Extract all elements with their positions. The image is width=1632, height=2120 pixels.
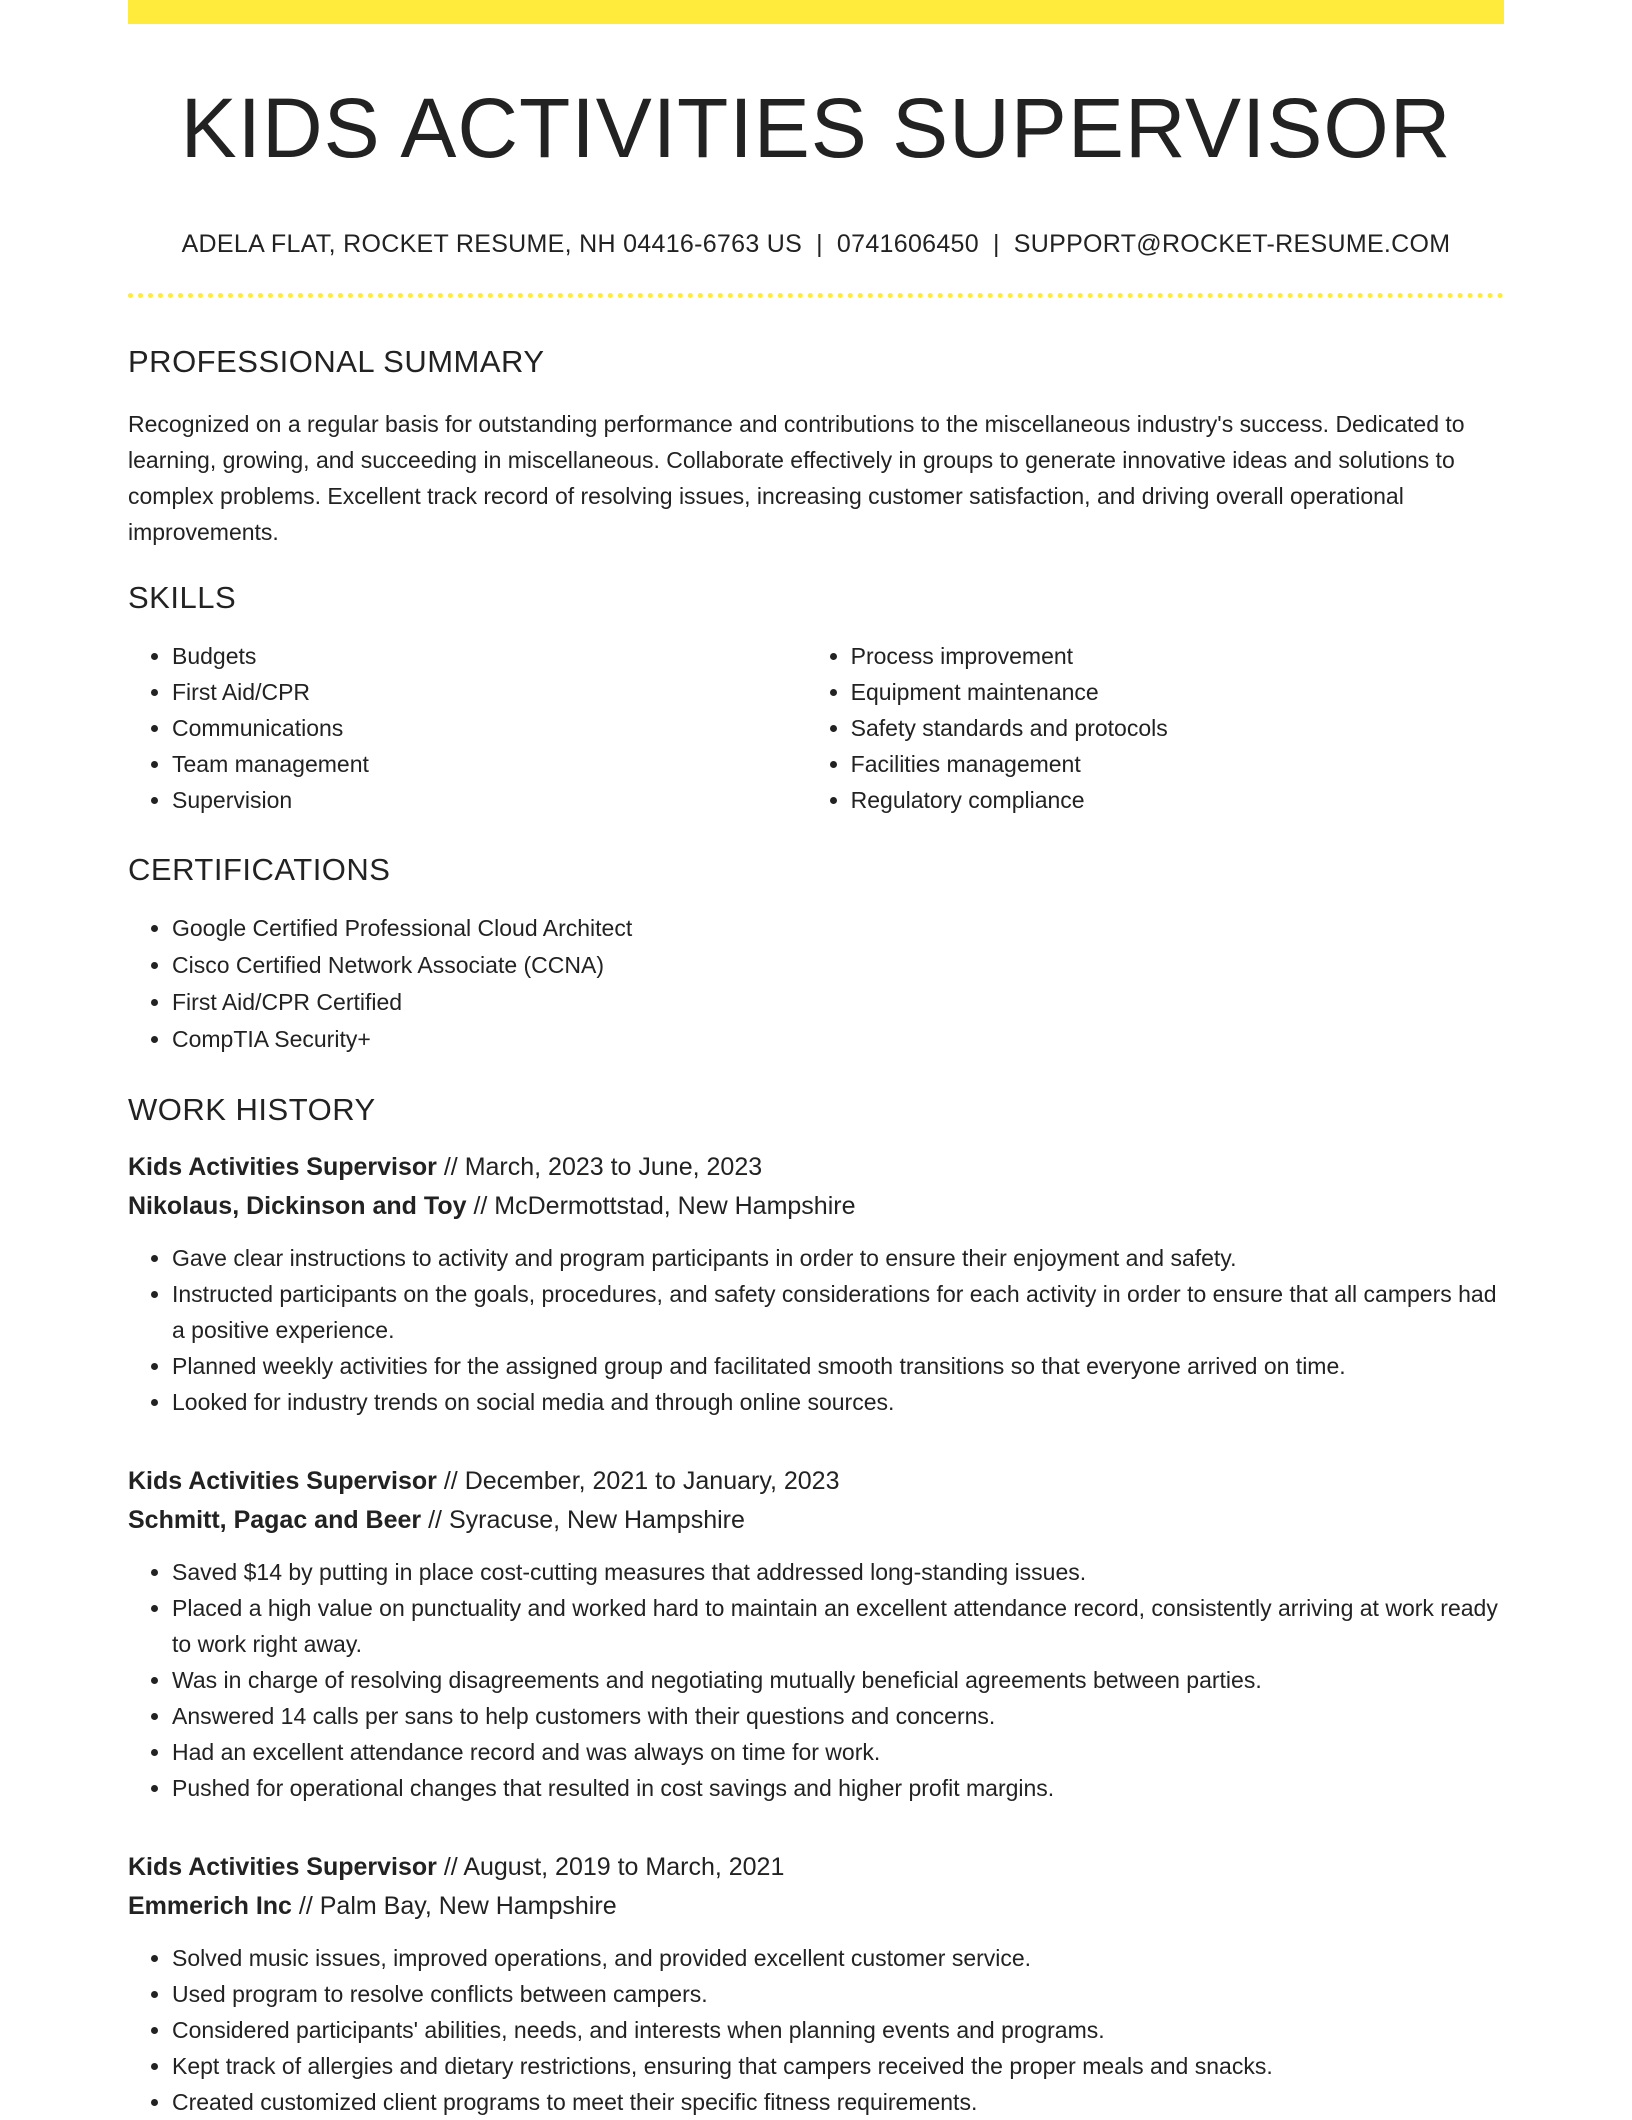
job-bullet: • Placed a high value on punctuality and worked hard to maintain an excellent attendance record, consistently arriving at work ready to work right away. xyxy=(172,1590,1504,1662)
skill-item: • Facilities management xyxy=(851,746,1504,782)
resume-page xyxy=(128,0,1504,2120)
job-entry xyxy=(128,1462,1504,1806)
job-company: Emmerich Inc xyxy=(128,1892,292,1921)
contact-line xyxy=(128,230,1504,259)
job-entry xyxy=(128,1148,1504,1420)
skill-item: • First Aid/CPR xyxy=(172,674,807,710)
contact-email: SUPPORT@ROCKET-RESUME.COM xyxy=(1013,230,1451,259)
job-dates: // March, 2023 to June, 2023 xyxy=(443,1153,763,1182)
contact-separator: | xyxy=(816,230,823,259)
job-location: // McDermottstad, New Hampshire xyxy=(473,1192,856,1221)
job-dates: // August, 2019 to March, 2021 xyxy=(443,1853,785,1882)
job-bullet: • Planned weekly activities for the assigned group and facilitated smooth transitions so that everyone arrived on time. xyxy=(172,1348,1504,1384)
contact-address: ADELA FLAT, ROCKET RESUME, NH 04416-6763 US xyxy=(181,230,803,259)
skill-item: • Safety standards and protocols xyxy=(851,710,1504,746)
job-role: Kids Activities Supervisor xyxy=(128,1153,437,1182)
job-bullet: • Saved $14 by putting in place cost-cutting measures that addressed long-standing issues. xyxy=(172,1554,1504,1590)
certification-item: • First Aid/CPR Certified xyxy=(172,984,1504,1021)
work-history-heading: WORK HISTORY xyxy=(128,1092,376,1128)
job-location: // Palm Bay, New Hampshire xyxy=(298,1892,617,1921)
job-bullet: • Considered participants' abilities, needs, and interests when planning events and programs. xyxy=(172,2012,1504,2048)
contact-separator: | xyxy=(992,230,1000,259)
dotted-divider xyxy=(128,293,1504,298)
skill-item: • Process improvement xyxy=(851,638,1504,674)
top-accent-bar xyxy=(128,0,1504,24)
job-bullet: • Looked for industry trends on social media and through online sources. xyxy=(172,1384,1504,1420)
job-bullets xyxy=(128,1940,1504,2120)
job-company: Nikolaus, Dickinson and Toy xyxy=(128,1192,467,1221)
skill-item: • Supervision xyxy=(172,782,807,818)
job-dates: // December, 2021 to January, 2023 xyxy=(443,1467,840,1496)
resume-name: KIDS ACTIVITIES SUPERVISOR xyxy=(180,81,1452,175)
summary-text: Recognized on a regular basis for outstanding performance and contributions to the miscellaneous industry's success. Dedicated to learning, growing, and succeeding in miscellaneous. Collaborate effectively in groups to generate innovative ideas and solutions to complex problems. Excellent track record of resolving issues, increasing customer satisfaction, and driving overall operational improvements. xyxy=(128,411,1465,546)
skills-columns xyxy=(128,638,1504,818)
certification-item: • CompTIA Security+ xyxy=(172,1021,1504,1058)
skills-heading: SKILLS xyxy=(128,580,237,616)
contact-phone: 0741606450 xyxy=(836,230,979,259)
job-location: // Syracuse, New Hampshire xyxy=(428,1506,745,1535)
job-title-line xyxy=(128,1462,1504,1501)
job-bullet: • Kept track of allergies and dietary restrictions, ensuring that campers received the proper meals and snacks. xyxy=(172,2048,1504,2084)
job-bullet: • Had an excellent attendance record and was always on time for work. xyxy=(172,1734,1504,1770)
job-bullet: • Solved music issues, improved operations, and provided excellent customer service. xyxy=(172,1940,1504,1976)
job-company-line xyxy=(128,1501,1504,1540)
job-title-line xyxy=(128,1148,1504,1187)
job-bullet: • Answered 14 calls per sans to help customers with their questions and concerns. xyxy=(172,1698,1504,1734)
job-company-line xyxy=(128,1887,1504,1926)
skills-list-right xyxy=(807,638,1504,818)
job-role: Kids Activities Supervisor xyxy=(128,1467,437,1496)
certification-item: • Google Certified Professional Cloud Architect xyxy=(172,910,1504,947)
skill-item: • Equipment maintenance xyxy=(851,674,1504,710)
certifications-list xyxy=(128,910,1504,1058)
job-bullet: • Pushed for operational changes that resulted in cost savings and higher profit margins. xyxy=(172,1770,1504,1806)
job-bullet: • Used program to resolve conflicts between campers. xyxy=(172,1976,1504,2012)
job-title-line xyxy=(128,1848,1504,1887)
job-bullet: • Gave clear instructions to activity and program participants in order to ensure their enjoyment and safety. xyxy=(172,1240,1504,1276)
skill-item: • Communications xyxy=(172,710,807,746)
certifications-heading: CERTIFICATIONS xyxy=(128,852,391,888)
job-company: Schmitt, Pagac and Beer xyxy=(128,1506,422,1535)
job-company-line xyxy=(128,1187,1504,1226)
skills-list-left xyxy=(128,638,807,818)
summary-heading: PROFESSIONAL SUMMARY xyxy=(128,344,545,380)
certification-item: • Cisco Certified Network Associate (CCNA) xyxy=(172,947,1504,984)
job-bullets xyxy=(128,1554,1504,1806)
job-entry xyxy=(128,1848,1504,2120)
skill-item: • Budgets xyxy=(172,638,807,674)
skill-item: • Regulatory compliance xyxy=(851,782,1504,818)
skill-item: • Team management xyxy=(172,746,807,782)
job-role: Kids Activities Supervisor xyxy=(128,1853,437,1882)
job-bullet: • Instructed participants on the goals, procedures, and safety considerations for each activity in order to ensure that all campers had a positive experience. xyxy=(172,1276,1504,1348)
job-bullet: • Was in charge of resolving disagreements and negotiating mutually beneficial agreements between parties. xyxy=(172,1662,1504,1698)
job-bullets xyxy=(128,1240,1504,1420)
job-bullet: • Created customized client programs to meet their specific fitness requirements. xyxy=(172,2084,1504,2120)
